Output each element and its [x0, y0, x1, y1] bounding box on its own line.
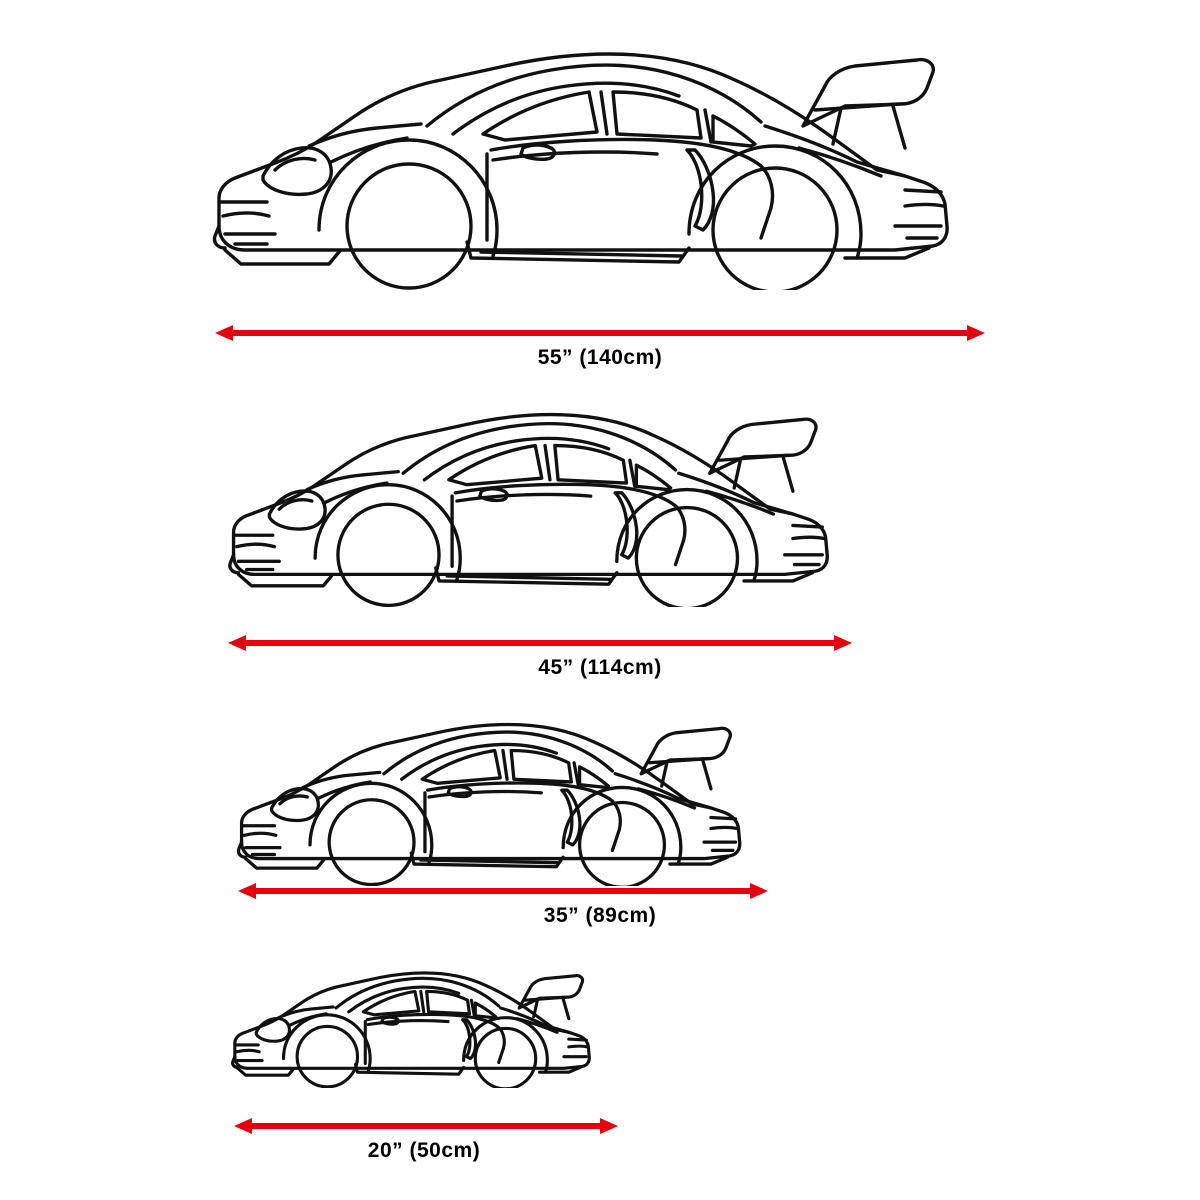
- double-arrow-measure-icon: [0, 320, 1200, 346]
- car-illustration-20: [228, 961, 598, 1088]
- sports-car-silhouette-icon: [222, 395, 842, 607]
- dimension-label-20: 20” (50cm): [367, 1139, 481, 1162]
- sports-car-silhouette-icon: [228, 961, 598, 1088]
- size-block-45: [0, 385, 1200, 690]
- dimension-arrow-45: [0, 630, 1200, 656]
- car-illustration-55: [205, 30, 965, 290]
- double-arrow-measure-icon: [0, 1113, 1200, 1139]
- size-block-35: [0, 700, 1200, 955]
- sports-car-silhouette-icon: [205, 30, 965, 290]
- dimension-arrow-35: [0, 878, 1200, 904]
- dimension-label-55: 55” (140cm): [537, 346, 663, 369]
- double-arrow-measure-icon: [0, 630, 1200, 656]
- sports-car-silhouette-icon: [232, 708, 752, 886]
- size-block-20: [0, 955, 1200, 1185]
- size-block-55: [0, 20, 1200, 369]
- double-arrow-measure-icon: [0, 878, 1200, 904]
- car-illustration-45: [222, 395, 842, 607]
- dimension-label-35: 35” (89cm): [543, 904, 657, 927]
- car-illustration-35: [232, 708, 752, 886]
- dimension-arrow-20: [0, 1113, 1200, 1139]
- dimension-arrow-55: [0, 320, 1200, 346]
- dimension-label-45: 45” (114cm): [538, 656, 662, 679]
